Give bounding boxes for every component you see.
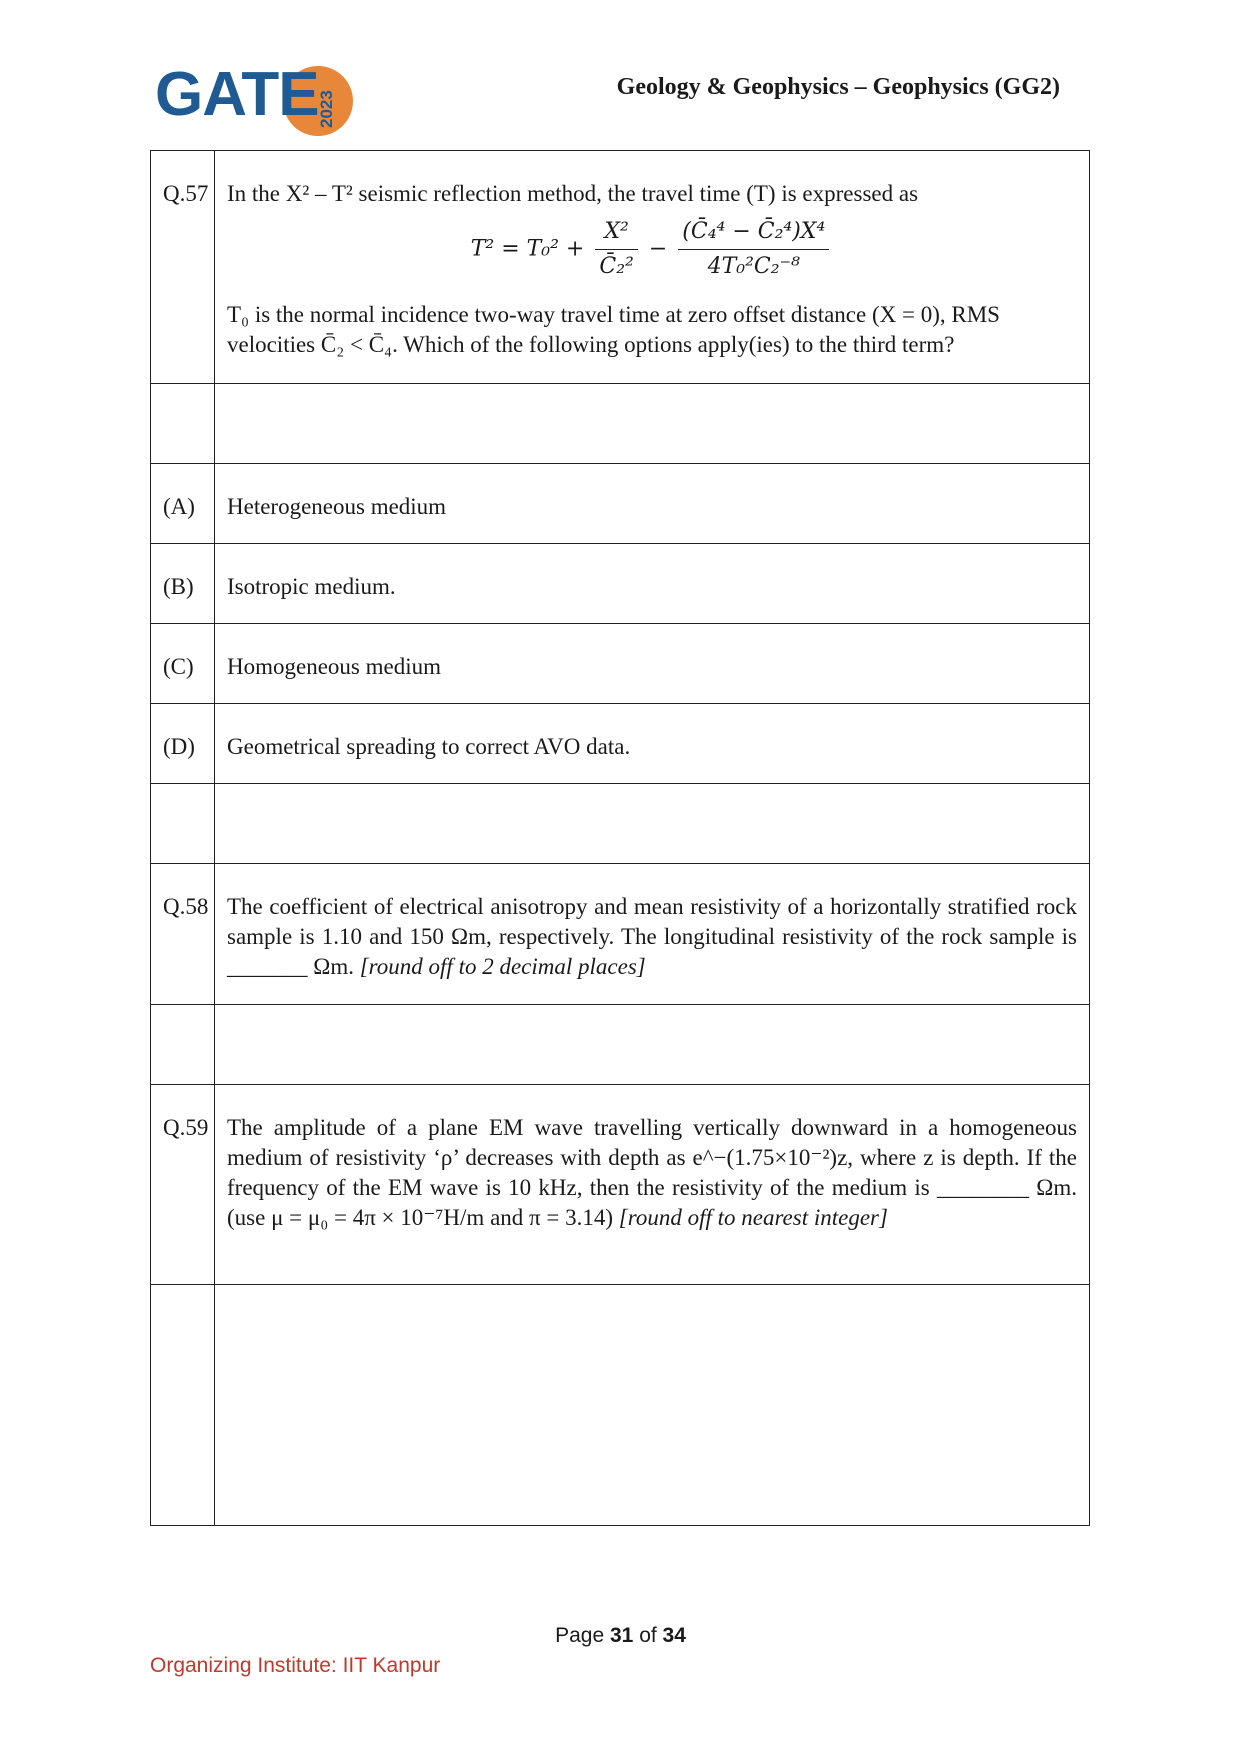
question-body: The coefficient of electrical anisotropy and mean resistivity of a horizontally stratified rock sample is 1.10 and 150 Ωm, respectively. The longitudinal resistivity of the rock sample is _______ Ωm. [227, 894, 1077, 979]
fraction-denominator: 4T₀²C₂⁻⁸ [707, 254, 800, 279]
page-header-title: Geology & Geophysics – Geophysics (GG2) [616, 74, 1060, 100]
question-row-q59 [151, 1085, 1090, 1285]
blank-row [151, 1005, 1090, 1085]
logo-text: GATE [155, 60, 319, 129]
option-text: Geometrical spreading to correct AVO data. [215, 704, 1090, 784]
question-table [150, 150, 1090, 1526]
fraction-numerator: X² [595, 217, 637, 250]
page-current: 31 [609, 1624, 634, 1647]
question-number: Q.57 [151, 151, 215, 384]
page-of: of [639, 1624, 657, 1647]
question-row-q58 [151, 864, 1090, 1005]
question-note: [round off to nearest integer] [618, 1205, 888, 1230]
option-row-b [151, 544, 1090, 624]
question-body: T₀ is the normal incidence two-way travel time at zero offset distance (X = 0), RMS velocities C̄₂ < C̄₄. Which of the following options apply(ies) to the third term? [227, 302, 1000, 357]
formula-fraction-2 [678, 217, 829, 282]
question-number: Q.59 [151, 1085, 215, 1285]
organizing-institute: Organizing Institute: IIT Kanpur [150, 1654, 441, 1677]
option-text: Heterogeneous medium [215, 464, 1090, 544]
question-number: Q.58 [151, 864, 215, 1005]
question-intro: In the X² – T² seismic reflection method, the travel time (T) is expressed as [227, 181, 919, 206]
option-text: Isotropic medium. [215, 544, 1090, 624]
answer-space-row [151, 1285, 1090, 1526]
question-text [215, 1085, 1090, 1285]
blank-row [151, 784, 1090, 864]
option-row-a [151, 464, 1090, 544]
page-total: 34 [662, 1624, 686, 1647]
option-label: (C) [151, 624, 215, 704]
fraction-numerator: (C̄₄⁴ − C̄₂⁴)X⁴ [678, 217, 829, 250]
option-text: Homogeneous medium [215, 624, 1090, 704]
question-body: The amplitude of a plane EM wave travelling vertically downward in a homogeneous medium of resistivity ‘ρ’ decreases with depth as e^−(1.75×10⁻²)z, where z is depth. If the frequency of the EM wave is 10 kHz, then the resistivity of the medium is ________ Ωm. (use μ = μ₀ = 4π × 10⁻⁷H/m and π = 3.14) [227, 1115, 1077, 1230]
question-note: [round off to 2 decimal places] [359, 954, 646, 979]
travel-time-formula [227, 217, 1077, 282]
fraction-denominator: C̄₂² [599, 254, 634, 279]
option-label: (D) [151, 704, 215, 784]
option-row-d [151, 704, 1090, 784]
question-row-q57 [151, 151, 1090, 384]
gate-logo [155, 58, 355, 138]
page-prefix: Page [555, 1624, 605, 1647]
page-number [0, 1624, 1241, 1648]
option-label: (B) [151, 544, 215, 624]
question-text [215, 151, 1090, 384]
option-label: (A) [151, 464, 215, 544]
option-row-c [151, 624, 1090, 704]
blank-row [151, 384, 1090, 464]
logo-year: 2023 [317, 90, 336, 128]
formula-lhs: T² = T₀² + [470, 236, 585, 262]
question-text [215, 864, 1090, 1005]
formula-fraction-1 [595, 217, 637, 282]
formula-minus: − [648, 236, 668, 262]
